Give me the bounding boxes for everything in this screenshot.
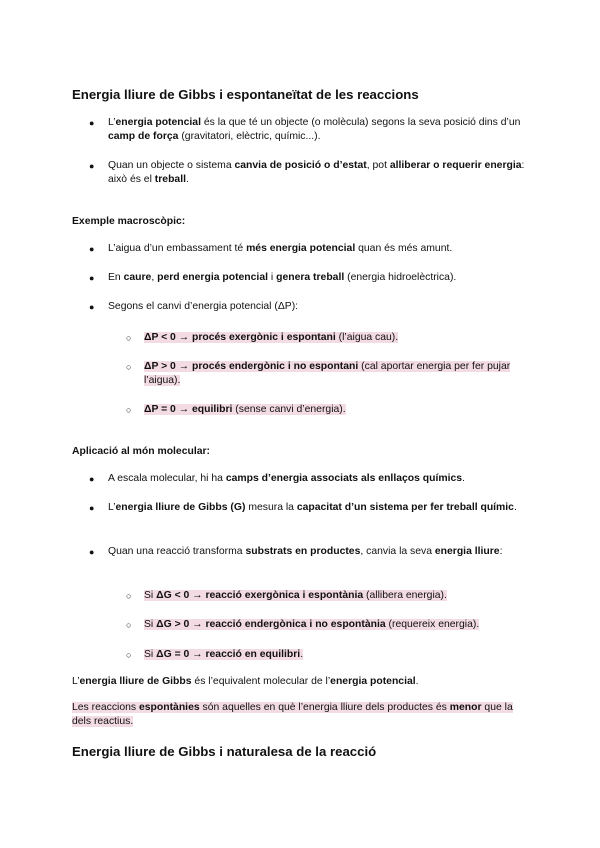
bullet-icon: ● <box>89 474 95 484</box>
circle-bullet-icon: ○ <box>126 362 132 372</box>
text-run: Quan un objecte o sistema <box>108 160 235 171</box>
text-run: són aquelles en què l’energia lliure dels productes és <box>199 702 450 713</box>
text-run: (sense canvi d’energia). <box>232 404 346 415</box>
text-run: Si <box>144 649 157 660</box>
sub-list-item <box>144 589 524 603</box>
text-run: (gravitatori, elèctric, químic...). <box>178 131 321 142</box>
text-run: Si <box>144 590 157 601</box>
text-run: , canvia la seva <box>360 546 435 557</box>
list-item <box>108 472 528 486</box>
subheading-macroscopic-example: Exemple macroscòpic: <box>72 216 186 227</box>
bold-text: més energia potencial <box>246 243 356 254</box>
list-item <box>108 116 528 144</box>
section-title-gibbs-nature: Energia lliure de Gibbs i naturalesa de la reacció <box>72 744 377 759</box>
bullet-icon: ● <box>89 118 95 128</box>
highlight <box>144 361 510 386</box>
bold-text: ΔP > 0 → procés endergònic i no espontani <box>144 361 359 372</box>
text-run: (cal aportar energia per fer pujar l’aigua). <box>144 361 511 386</box>
text-run: Les reaccions <box>72 702 139 713</box>
bold-text: treball <box>154 174 186 185</box>
section-title-gibbs-spontaneity: Energia lliure de Gibbs i espontaneïtat de les reaccions <box>72 87 419 102</box>
bold-text: camps d’energia associats als enllaços químics <box>225 473 463 484</box>
text-run: (l’aigua cau). <box>335 332 399 343</box>
text-run: (allibera energia). <box>363 590 447 601</box>
text-run: L’ <box>108 117 116 128</box>
highlight <box>144 649 303 660</box>
subheading-molecular-application: Aplicació al món molecular: <box>72 446 211 457</box>
text-run: , <box>151 272 158 283</box>
highlight <box>144 619 479 630</box>
list-item <box>108 545 528 559</box>
text-run: Si <box>144 619 157 630</box>
bullet-icon: ● <box>89 547 95 557</box>
bullet-icon: ● <box>89 503 95 513</box>
bold-text: alliberar o requerir energia <box>389 160 522 171</box>
text-run: és l’equivalent molecular de l’ <box>191 676 331 687</box>
text-run: quan és més amunt. <box>355 243 453 254</box>
list-item <box>108 300 528 314</box>
bold-text: energia lliure <box>434 546 500 557</box>
text-run: : això és el <box>108 160 525 185</box>
bold-text: energia potencial <box>330 676 416 687</box>
bold-text: ΔG < 0 → reacció exergònica i espontània <box>156 590 364 601</box>
circle-bullet-icon: ○ <box>126 620 132 630</box>
text-run: i <box>268 272 277 283</box>
text-run: En <box>108 272 124 283</box>
text-run: és la que té un objecte (o molècula) segons la seva posició dins d’un <box>200 117 521 128</box>
bold-text: genera treball <box>276 272 345 283</box>
text-run: Segons el canvi d’energia potencial (ΔP): <box>108 301 299 312</box>
text-run: L’aigua d’un embassament té <box>108 243 247 254</box>
circle-bullet-icon: ○ <box>126 333 132 343</box>
bullet-icon: ● <box>89 302 95 312</box>
bold-text: energia lliure de Gibbs (G) <box>115 502 246 513</box>
circle-bullet-icon: ○ <box>126 591 132 601</box>
text-run: Quan una reacció transforma <box>108 546 246 557</box>
text-run: . <box>415 676 419 687</box>
bold-text: ΔG = 0 → reacció en equilibri <box>156 649 301 660</box>
bold-text: canvia de posició o d’estat <box>234 160 367 171</box>
sub-list-item <box>144 331 524 345</box>
text-run: : <box>499 546 503 557</box>
highlight <box>144 404 346 415</box>
bullet-icon: ● <box>89 161 95 171</box>
paragraph-gibbs-equivalent <box>72 675 522 689</box>
bold-text: ΔG > 0 → reacció endergònica i no espontània <box>156 619 386 630</box>
bold-text: menor <box>449 702 482 713</box>
sub-list-item <box>144 360 524 388</box>
highlight <box>144 332 398 343</box>
text-run: mesura la <box>245 502 297 513</box>
text-run: . <box>185 174 189 185</box>
text-run: (energia hidroelèctrica). <box>344 272 457 283</box>
bold-text: perd energia potencial <box>157 272 268 283</box>
text-run: L’ <box>72 676 80 687</box>
text-run: . <box>513 502 517 513</box>
bullet-icon: ● <box>89 273 95 283</box>
paragraph-spontaneous-reactions <box>72 701 522 729</box>
bullet-icon: ● <box>89 244 95 254</box>
text-run: . <box>462 473 465 484</box>
list-item <box>108 242 528 256</box>
sub-list-item <box>144 403 524 417</box>
bold-text: ΔP = 0 → equilibri <box>144 404 233 415</box>
text-run: L’ <box>108 502 116 513</box>
list-item <box>108 271 528 285</box>
text-run: , pot <box>366 160 390 171</box>
text-run: (requereix energia). <box>385 619 480 630</box>
bold-text: espontànies <box>139 702 200 713</box>
bold-text: substrats en productes <box>245 546 361 557</box>
list-item <box>108 159 528 187</box>
circle-bullet-icon: ○ <box>126 405 132 415</box>
sub-list-item <box>144 648 524 662</box>
sub-list-item <box>144 618 524 632</box>
circle-bullet-icon: ○ <box>126 650 132 660</box>
bold-text: capacitat d’un sistema per fer treball químic <box>296 502 514 513</box>
highlight <box>144 590 447 601</box>
text-run: que la dels reactius. <box>72 702 513 727</box>
text-run: . <box>300 649 304 660</box>
bold-text: caure <box>123 272 152 283</box>
bold-text: ΔP < 0 → procés exergònic i espontani <box>144 332 336 343</box>
text-run: A escala molecular, hi ha <box>108 473 226 484</box>
bold-text: camp de força <box>108 131 179 142</box>
highlight <box>72 702 513 727</box>
bold-text: energia potencial <box>115 117 201 128</box>
bold-text: energia lliure de Gibbs <box>79 676 192 687</box>
list-item <box>108 501 528 515</box>
